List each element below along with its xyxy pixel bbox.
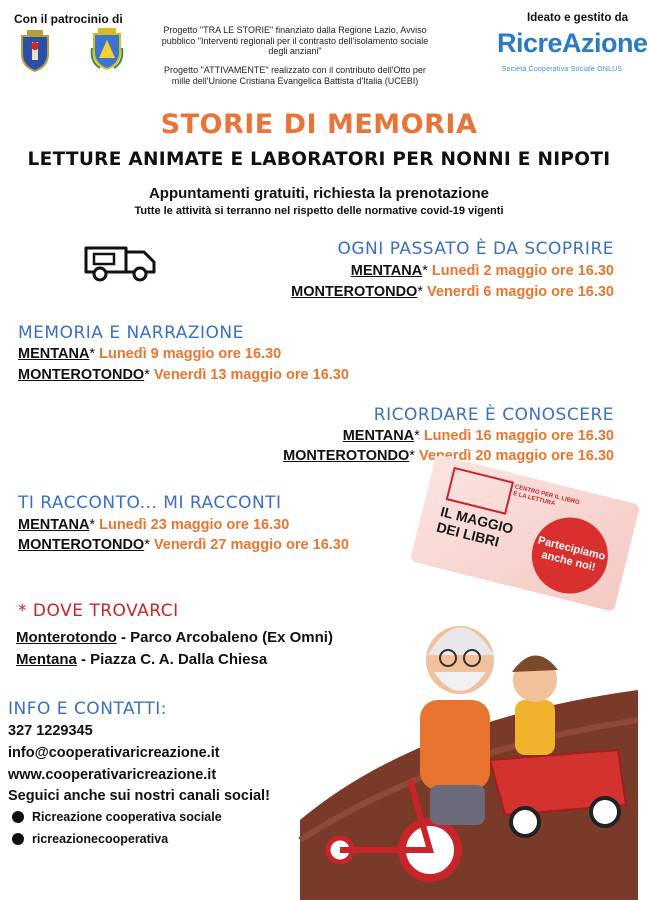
event-3-title: RICORDARE È CONOSCERE <box>373 405 614 425</box>
logo-part-2: Azione <box>562 28 648 58</box>
event-3-row-1 <box>343 428 614 444</box>
star: * <box>409 448 415 464</box>
location-1-detail: - Parco Arcobaleno (Ex Omni) <box>116 629 333 646</box>
event-1-date-1: Lunedì 2 maggio ore 16.30 <box>431 263 614 279</box>
ricreazione-logo <box>497 28 648 59</box>
van-icon <box>80 240 162 284</box>
event-1-title: OGNI PASSATO È DA SCOPRIRE <box>337 239 614 259</box>
event-4-place-1: MENTANA <box>18 517 90 533</box>
project-description-2: Progetto "ATTIVAMENTE" realizzato con il contributo dell'Otto per mille dell'Unione Cristiana Evangelica Battista d'Italia (UCEBI) <box>164 65 426 86</box>
star: * <box>89 517 96 533</box>
event-2-place-1: MENTANA <box>18 346 90 362</box>
where-title <box>18 601 179 621</box>
event-2-date-2: Venerdì 13 maggio ore 16.30 <box>153 367 349 383</box>
star: * <box>422 263 428 279</box>
event-4-title: TI RACCONTO... MI RACCONTI <box>18 493 282 513</box>
maggio-dei-libri-badge <box>410 454 640 612</box>
event-2-place-2: MONTEROTONDO <box>18 367 145 383</box>
project-description-1: Progetto "TRA LE STORIE" finanziato dalla Regione Lazio, Avviso pubblico "Interventi regionali per il contrasto dell'isolamento sociale degli anziani" <box>161 25 429 56</box>
location-2-detail: - Piazza C. A. Dalla Chiesa <box>76 651 268 668</box>
info-title: INFO E CONTATTI: <box>8 699 167 719</box>
event-3-place-2: MONTEROTONDO <box>283 448 410 464</box>
badge-participate-circle <box>524 509 616 601</box>
page-title: STORIE DI MEMORIA <box>160 109 478 140</box>
badge-maggio-text: IL MAGGIO DEI LIBRI <box>435 503 515 550</box>
event-4-date-2: Venerdì 27 maggio ore 16.30 <box>153 537 349 553</box>
event-2-row-1 <box>18 346 281 362</box>
event-3-date-2: Venerdì 20 maggio ore 16.30 <box>418 448 614 464</box>
star: * <box>144 537 150 553</box>
location-2-place: Mentana <box>16 651 77 668</box>
created-by-label: Ideato e gestito da <box>527 12 628 24</box>
follow-text: Seguici anche sui nostri canali social! <box>8 788 270 804</box>
notice-covid: Tutte le attività si terranno nel rispetto delle normative covid-19 vigenti <box>134 205 504 217</box>
event-1-row-1 <box>351 263 614 279</box>
event-2-row-2 <box>18 367 349 383</box>
event-4-row-2 <box>18 537 349 553</box>
star: * <box>89 346 96 362</box>
mentana-crest-icon <box>18 30 52 72</box>
event-4-date-1: Lunedì 23 maggio ore 16.30 <box>99 517 290 533</box>
badge-center-text: CENTRO PER IL LIBRO E LA LETTURA <box>512 484 581 508</box>
facebook-link[interactable] <box>12 810 222 824</box>
email-link[interactable]: info@cooperativaricreazione.it <box>8 745 220 761</box>
logo-subtitle: Società Cooperativa Sociale ONLUS <box>501 66 623 73</box>
event-3-place-1: MENTANA <box>342 428 415 444</box>
patronage-label: Con il patrocinio di <box>14 12 123 26</box>
page-subtitle: LETTURE ANIMATE E LABORATORI PER NONNI E NIPOTI <box>27 149 611 170</box>
monterotondo-crest-icon <box>90 28 124 70</box>
where-star: * <box>18 601 27 621</box>
event-4-row-1 <box>18 517 289 533</box>
event-2-title: MEMORIA E NARRAZIONE <box>18 323 244 343</box>
star: * <box>417 284 423 300</box>
badge-circle-text: Partecipiamo anche noi! <box>536 534 607 574</box>
instagram-icon <box>12 833 24 845</box>
website-link[interactable]: www.cooperativaricreazione.it <box>8 767 217 783</box>
star: * <box>144 367 150 383</box>
location-1-place: Monterotondo <box>16 629 117 646</box>
event-3-date-1: Lunedì 16 maggio ore 16.30 <box>423 428 614 444</box>
event-1-date-2: Venerdì 6 maggio ore 16.30 <box>427 284 614 300</box>
instagram-label: ricreazionecooperativa <box>32 832 169 846</box>
location-2 <box>16 651 267 668</box>
facebook-label: Ricreazione cooperativa sociale <box>32 810 222 824</box>
phone-number[interactable]: 327 1229345 <box>8 723 93 739</box>
location-1 <box>16 629 333 646</box>
facebook-icon <box>12 811 24 823</box>
event-1-row-2 <box>291 284 614 300</box>
event-1-place-2: MONTEROTONDO <box>291 284 418 300</box>
where-title-text: DOVE TROVARCI <box>32 601 179 621</box>
event-1-place-1: MENTANA <box>350 263 423 279</box>
logo-part-1: Ricre <box>497 28 563 58</box>
instagram-link[interactable] <box>12 832 168 846</box>
event-2-date-1: Lunedì 9 maggio ore 16.30 <box>99 346 282 362</box>
event-4-place-2: MONTEROTONDO <box>18 537 145 553</box>
star: * <box>414 428 420 444</box>
notice-free: Appuntamenti gratuiti, richiesta la prenotazione <box>148 185 490 202</box>
grandpa-child-illustration <box>300 600 638 900</box>
